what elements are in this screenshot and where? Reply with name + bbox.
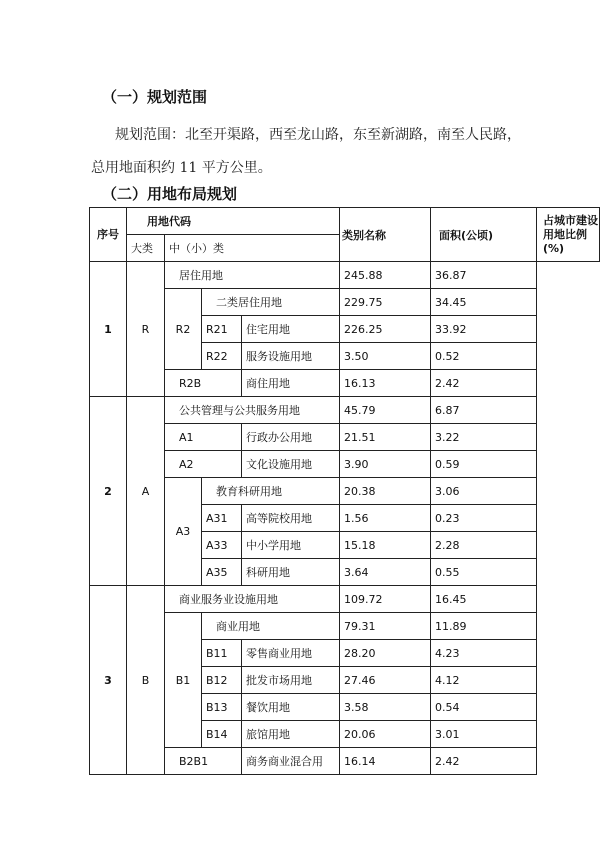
category-name-cell: 公共管理与公共服务用地 bbox=[165, 397, 340, 424]
area-cell: 3.58 bbox=[340, 694, 431, 721]
mid-code-cell: R2B bbox=[165, 370, 242, 397]
small-code-cell: B12 bbox=[202, 667, 242, 694]
area-cell: 27.46 bbox=[340, 667, 431, 694]
section-title-land-layout: （二）用地布局规划 bbox=[102, 185, 238, 203]
table-row bbox=[90, 586, 600, 613]
category-name-cell: 中小学用地 bbox=[242, 532, 340, 559]
category-name-cell: 商业服务业设施用地 bbox=[165, 586, 340, 613]
header-ratio: 占城市建设用地比例(%) bbox=[537, 208, 600, 262]
mid-code-cell: R2 bbox=[165, 289, 202, 370]
table-row bbox=[90, 451, 600, 478]
ratio-cell: 0.23 bbox=[431, 505, 537, 532]
area-cell: 109.72 bbox=[340, 586, 431, 613]
small-code-cell: R21 bbox=[202, 316, 242, 343]
area-cell: 3.64 bbox=[340, 559, 431, 586]
mid-code-cell: B1 bbox=[165, 613, 202, 748]
category-name-cell: 科研用地 bbox=[242, 559, 340, 586]
table-row bbox=[90, 613, 600, 640]
group-code: R bbox=[127, 262, 165, 397]
ratio-cell: 4.12 bbox=[431, 667, 537, 694]
category-name-cell: 居住用地 bbox=[165, 262, 340, 289]
area-cell: 28.20 bbox=[340, 640, 431, 667]
category-name-cell: 住宅用地 bbox=[242, 316, 340, 343]
ratio-cell: 2.28 bbox=[431, 532, 537, 559]
category-name-cell: 旅馆用地 bbox=[242, 721, 340, 748]
area-cell: 20.06 bbox=[340, 721, 431, 748]
area-cell: 15.18 bbox=[340, 532, 431, 559]
ratio-cell: 11.89 bbox=[431, 613, 537, 640]
small-code-cell: A35 bbox=[202, 559, 242, 586]
mid-code-cell: B2B1 bbox=[165, 748, 242, 775]
category-name-cell: 行政办公用地 bbox=[242, 424, 340, 451]
mid-code-cell: A1 bbox=[165, 424, 242, 451]
group-seq: 2 bbox=[90, 397, 127, 586]
planning-scope-text-line2: 总用地面积约 11 平方公里。 bbox=[91, 160, 272, 176]
table-header-row bbox=[90, 208, 600, 235]
category-name-cell: 餐饮用地 bbox=[242, 694, 340, 721]
land-use-table bbox=[89, 207, 600, 775]
table-row bbox=[90, 478, 600, 505]
area-cell: 20.38 bbox=[340, 478, 431, 505]
category-name-cell: 商业用地 bbox=[202, 613, 340, 640]
ratio-cell: 0.59 bbox=[431, 451, 537, 478]
header-area: 面积(公顷) bbox=[431, 208, 537, 262]
area-cell: 79.31 bbox=[340, 613, 431, 640]
category-name-cell: 高等院校用地 bbox=[242, 505, 340, 532]
ratio-cell: 0.55 bbox=[431, 559, 537, 586]
header-major: 大类 bbox=[127, 235, 165, 262]
area-cell: 16.13 bbox=[340, 370, 431, 397]
ratio-cell: 2.42 bbox=[431, 370, 537, 397]
area-cell: 1.56 bbox=[340, 505, 431, 532]
group-code: A bbox=[127, 397, 165, 586]
area-cell: 245.88 bbox=[340, 262, 431, 289]
table-row bbox=[90, 424, 600, 451]
area-cell: 226.25 bbox=[340, 316, 431, 343]
category-name-cell: 文化设施用地 bbox=[242, 451, 340, 478]
ratio-cell: 3.22 bbox=[431, 424, 537, 451]
table-row bbox=[90, 289, 600, 316]
small-code-cell: B11 bbox=[202, 640, 242, 667]
ratio-cell: 16.45 bbox=[431, 586, 537, 613]
table-row bbox=[90, 262, 600, 289]
header-category-name: 类别名称 bbox=[340, 208, 431, 262]
ratio-cell: 3.01 bbox=[431, 721, 537, 748]
ratio-cell: 4.23 bbox=[431, 640, 537, 667]
area-cell: 3.90 bbox=[340, 451, 431, 478]
section-title-planning-scope: （一）规划范围 bbox=[102, 88, 208, 106]
group-code: B bbox=[127, 586, 165, 775]
table-row bbox=[90, 397, 600, 424]
category-name-cell: 商住用地 bbox=[242, 370, 340, 397]
small-code-cell: A33 bbox=[202, 532, 242, 559]
ratio-cell: 2.42 bbox=[431, 748, 537, 775]
small-code-cell: A31 bbox=[202, 505, 242, 532]
category-name-cell: 服务设施用地 bbox=[242, 343, 340, 370]
planning-scope-text-line1: 规划范围：北至开渠路，西至龙山路，东至新湖路，南至人民路， bbox=[115, 127, 521, 143]
table-row bbox=[90, 748, 600, 775]
ratio-cell: 0.54 bbox=[431, 694, 537, 721]
mid-code-cell: A2 bbox=[165, 451, 242, 478]
small-code-cell: B14 bbox=[202, 721, 242, 748]
header-seq: 序号 bbox=[90, 208, 127, 262]
header-land-code: 用地代码 bbox=[127, 208, 340, 235]
category-name-cell: 二类居住用地 bbox=[202, 289, 340, 316]
ratio-cell: 3.06 bbox=[431, 478, 537, 505]
category-name-cell: 批发市场用地 bbox=[242, 667, 340, 694]
ratio-cell: 36.87 bbox=[431, 262, 537, 289]
category-name-cell: 商务商业混合用 bbox=[242, 748, 340, 775]
area-cell: 16.14 bbox=[340, 748, 431, 775]
small-code-cell: B13 bbox=[202, 694, 242, 721]
ratio-cell: 33.92 bbox=[431, 316, 537, 343]
small-code-cell: R22 bbox=[202, 343, 242, 370]
area-cell: 229.75 bbox=[340, 289, 431, 316]
ratio-cell: 0.52 bbox=[431, 343, 537, 370]
area-cell: 3.50 bbox=[340, 343, 431, 370]
category-name-cell: 教育科研用地 bbox=[202, 478, 340, 505]
ratio-cell: 6.87 bbox=[431, 397, 537, 424]
group-seq: 1 bbox=[90, 262, 127, 397]
ratio-cell: 34.45 bbox=[431, 289, 537, 316]
mid-code-cell: A3 bbox=[165, 478, 202, 586]
category-name-cell: 零售商业用地 bbox=[242, 640, 340, 667]
area-cell: 45.79 bbox=[340, 397, 431, 424]
table-row bbox=[90, 370, 600, 397]
header-mid-minor: 中（小）类 bbox=[165, 235, 340, 262]
group-seq: 3 bbox=[90, 586, 127, 775]
area-cell: 21.51 bbox=[340, 424, 431, 451]
